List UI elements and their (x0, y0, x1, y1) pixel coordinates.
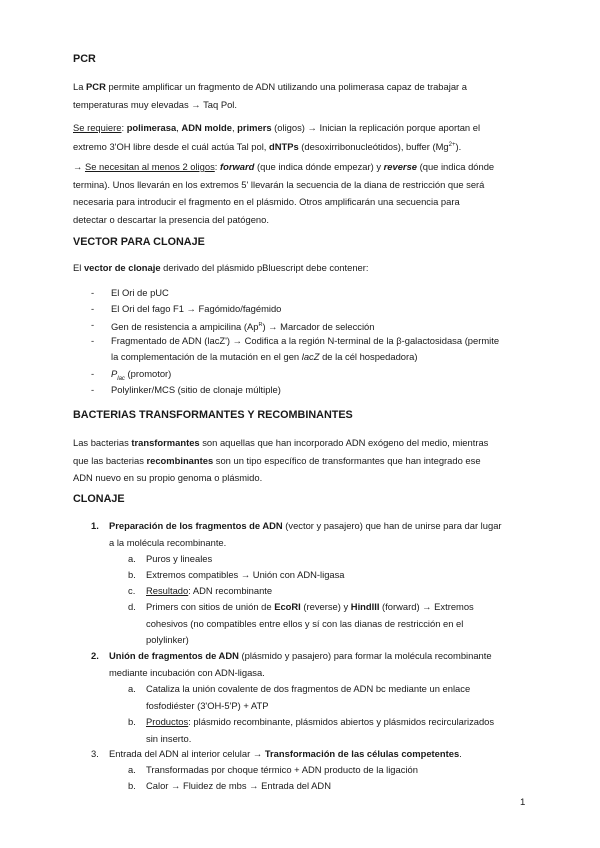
heading-vector: VECTOR PARA CLONAJE (73, 236, 205, 248)
heading-bacterias: BACTERIAS TRANSFORMANTES Y RECOMBINANTES (73, 409, 353, 421)
pcr-paragraph-2: Se requiere: polimerasa, ADN molde, primers (oligos) → Inician la replicación porque aportan el extremo 3'OH libre desde el cuál actúa Tal pol, dNTPs (desoxirribonucleótidos), buffer $(Mg^{2+})$. (73, 122, 481, 152)
vector-intro: El vector de clonaje derivado del plásmido pBluescript debe contener: (73, 262, 369, 273)
document-page: PCR La PCR permite amplificar un fragmento de ADN utilizando una polimerasa capaz de trabajar a temperaturas muy elevadas → Taq Pol. Se requiere: polimerasa, ADN molde, primers (oligos) → Inician la replicación porque aportan el extremo 3'OH libre desde el cuál actúa Tal pol, dNTPs (desoxirribonucleótidos), buffer $(Mg^{2+})$. → Se necesitan al menos 2 oligos: forward (que indica dónde empezar) y reverse (que indica dónde termina). Unos llevarán en los extremos 5' llevarán la secuencia de la diana de restricción que será necesaria para introducir el fragmento en el plásmido. Otros amplificarán una secuencia para detectar o descartar la presencia del patógeno. VECTOR PARA CLONAJE El vector de clonaje derivado del plásmido pBluescript debe contener: - El Ori de pUC - El Ori del fago F1 → Fagómido/fagémido - Gen de resistencia a ampicilina $(Ap^R)$ → Marcador de selección - Fragmentado de ADN (lacZ') → Codifica a la región N-terminal de la β-galactosidasa (permite la complementación de la mutación en el gen lacZ de la cél hospedadora) - $P_{lac}$ (promotor) - Polylinker/MCS (sitio de clonaje múltiple) BACTERIAS TRANSFORMANTES Y RECOMBINANTES Las bacterias transformantes son aquellas que han incorporado ADN exógeno del medio, mientras que las bacterias recombinantes son un tipo específico de transformantes que han integrado ese ADN nuevo en su propio genoma o plásmido. CLONAJE 1. Preparación de los fragmentos de ADN (vector y pasajero) que han de unirse para dar lugar a la molécula recombinante. a. Puros y lineales b. Extremos compatibles → Unión con ADN-ligasa c. Resultado: ADN recombinante d. Primers con sitios de unión de EcoRI (reverse) y HindIII (forward) → Extremos cohesivos (no compatibles entre ellos y sí con las dianas de restricción en el polylinker) 2. Unión de fragmentos de ADN (plásmido y pasajero) para formar la molécula recombinante mediante incubación con ADN-ligasa. a. Cataliza la unión covalente de dos fragmentos de ADN bc mediante un enlace fosfodiéster (3'OH-5'P) + ATP b. Productos: plásmido recombinante, plásmidos abiertos y plásmidos recircularizados sin inserto. 3. Entrada del ADN al interior celular → Transformación de las células competentes. a. Transformadas por choque térmico + ADN producto de la ligación b. Calor → Fluidez de mbs → Entrada del ADN 1 (0, 0, 600, 848)
bacterias-paragraph: Las bacterias transformantes son aquellas que han incorporado ADN exógeno del medio, mientras que las bacterias recombinantes son un tipo específico de transformantes que han integrado ese ADN nuevo en su propio genoma o plásmido. (73, 437, 489, 484)
heading-clonaje: CLONAJE (73, 493, 125, 505)
heading-pcr: PCR (73, 53, 96, 65)
page-number: 1 (520, 797, 526, 808)
pcr-paragraph-1: La PCR permite amplificar un fragmento de ADN utilizando una polimerasa capaz de trabajar a temperaturas muy elevadas → Taq Pol. (73, 81, 467, 110)
pcr-paragraph-3: → Se necesitan al menos 2 oligos: forward (que indica dónde empezar) y reverse (que indica dónde termina). Unos llevarán en los extremos 5' llevarán la secuencia de la diana de restricción que será necesaria para introducir el fragmento en el plásmido. Otros amplificarán una secuencia para detectar o descartar la presencia del patógeno. (73, 161, 495, 225)
